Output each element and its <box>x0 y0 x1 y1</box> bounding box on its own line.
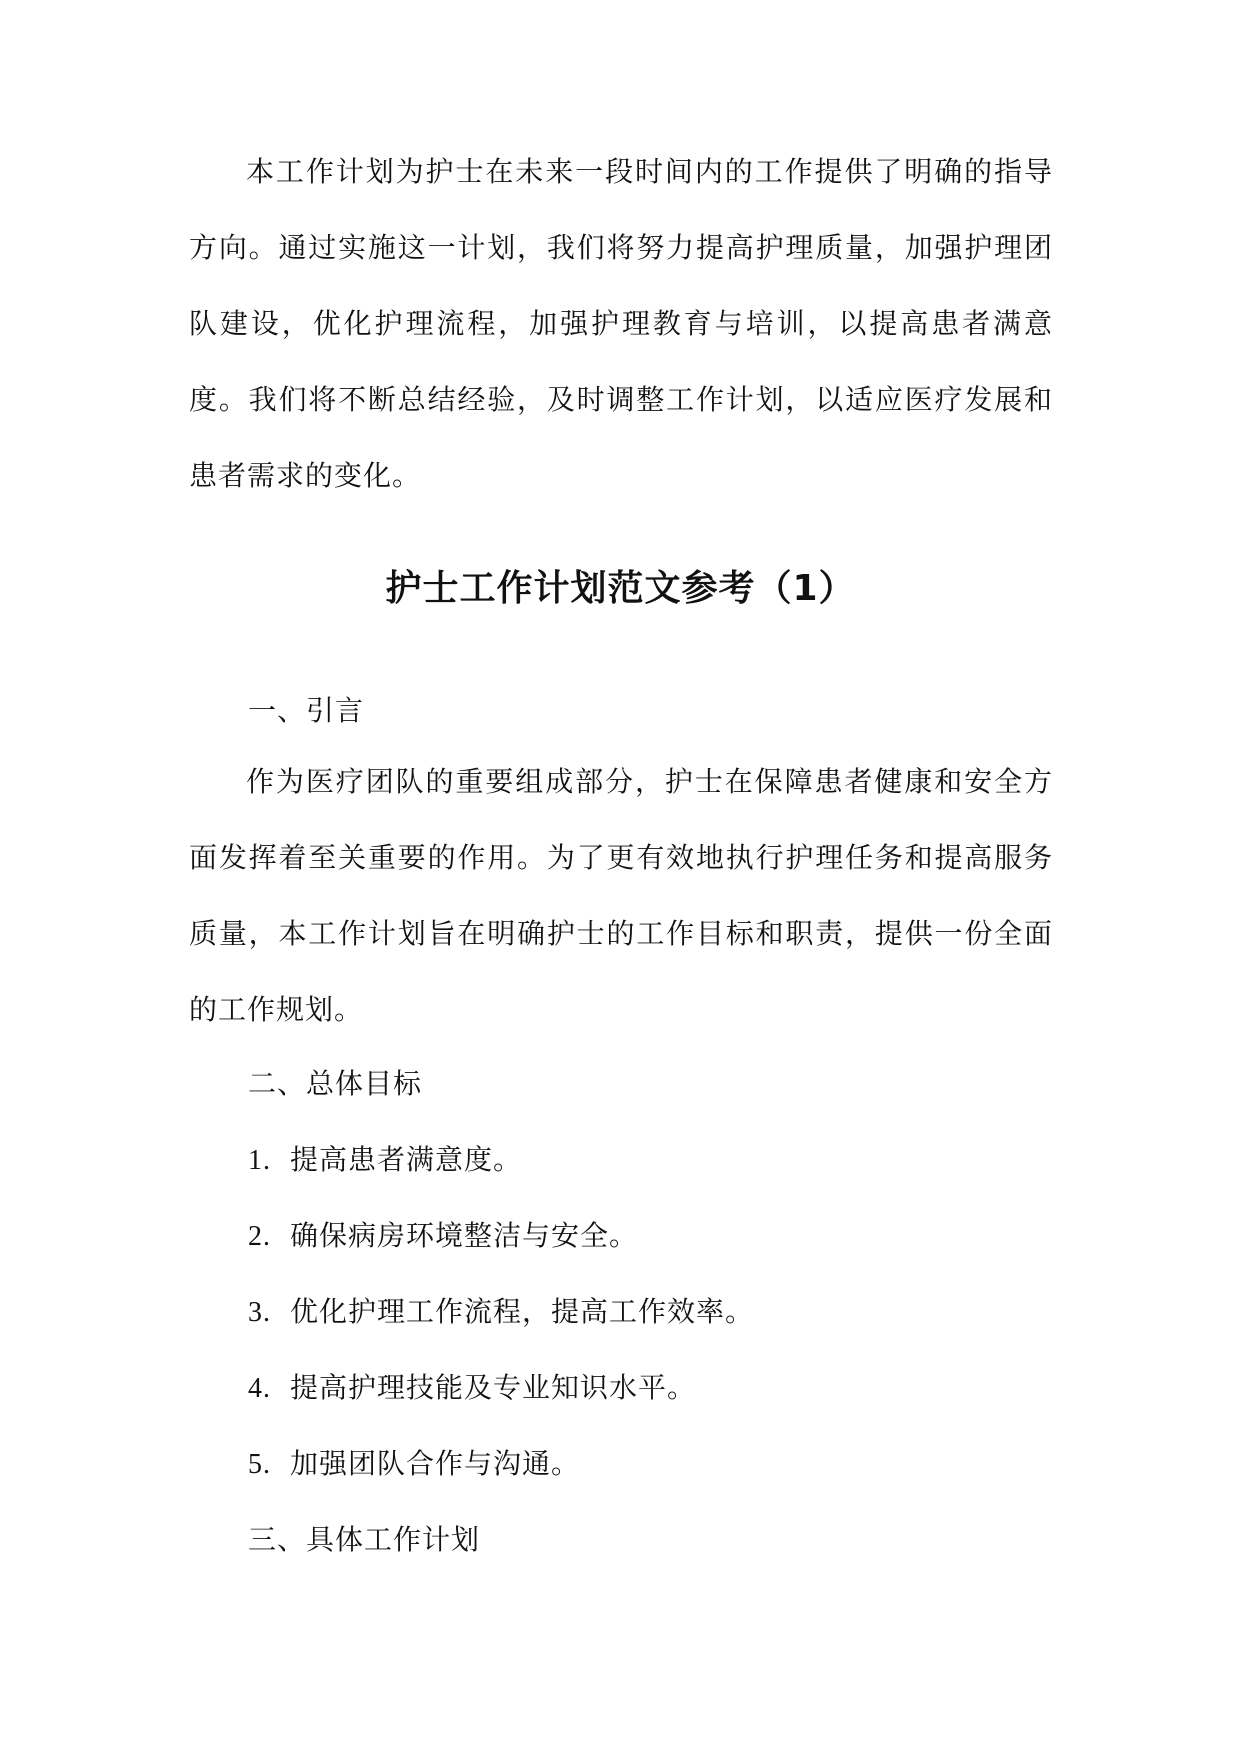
section-heading-work-plan: 三、具体工作计划 <box>248 1523 481 1556</box>
list-number: 2. <box>248 1221 271 1252</box>
list-item <box>248 1292 754 1333</box>
list-number: 3. <box>248 1297 271 1328</box>
list-number: 5. <box>248 1449 271 1480</box>
list-item-text: 确保病房环境整洁与安全。 <box>290 1219 639 1252</box>
introduction-paragraph: 作为医疗团队的重要组成部分，护士在保障患者健康和安全方面发挥着至关重要的作用。为了更有效地执行护理任务和提高服务质量，本工作计划旨在明确护士的工作目标和职责，提供一份全面的工作规划。 <box>189 765 1053 1026</box>
list-item-text: 提高护理技能及专业知识水平。 <box>290 1371 697 1404</box>
list-item <box>248 1368 696 1409</box>
list-number: 4. <box>248 1373 271 1404</box>
list-item <box>248 1140 522 1181</box>
document-title: 护士工作计划范文参考（1） <box>385 568 856 609</box>
intro-paragraph: 本工作计划为护士在未来一段时间内的工作提供了明确的指导方向。通过实施这一计划，我们将努力提高护理质量，加强护理团队建设，优化护理流程，加强护理教育与培训，以提高患者满意度。我们将不断总结经验，及时调整工作计划，以适应医疗发展和患者需求的变化。 <box>189 155 1053 492</box>
list-item-text: 优化护理工作流程，提高工作效率。 <box>290 1295 755 1328</box>
list-number: 1. <box>248 1145 271 1176</box>
section-heading-introduction: 一、引言 <box>248 694 365 727</box>
list-item <box>248 1444 580 1485</box>
list-item-text: 提高患者满意度。 <box>290 1143 523 1176</box>
list-item <box>248 1216 638 1257</box>
list-item-text: 加强团队合作与沟通。 <box>290 1447 581 1480</box>
section-heading-overall-goals: 二、总体目标 <box>248 1067 423 1100</box>
